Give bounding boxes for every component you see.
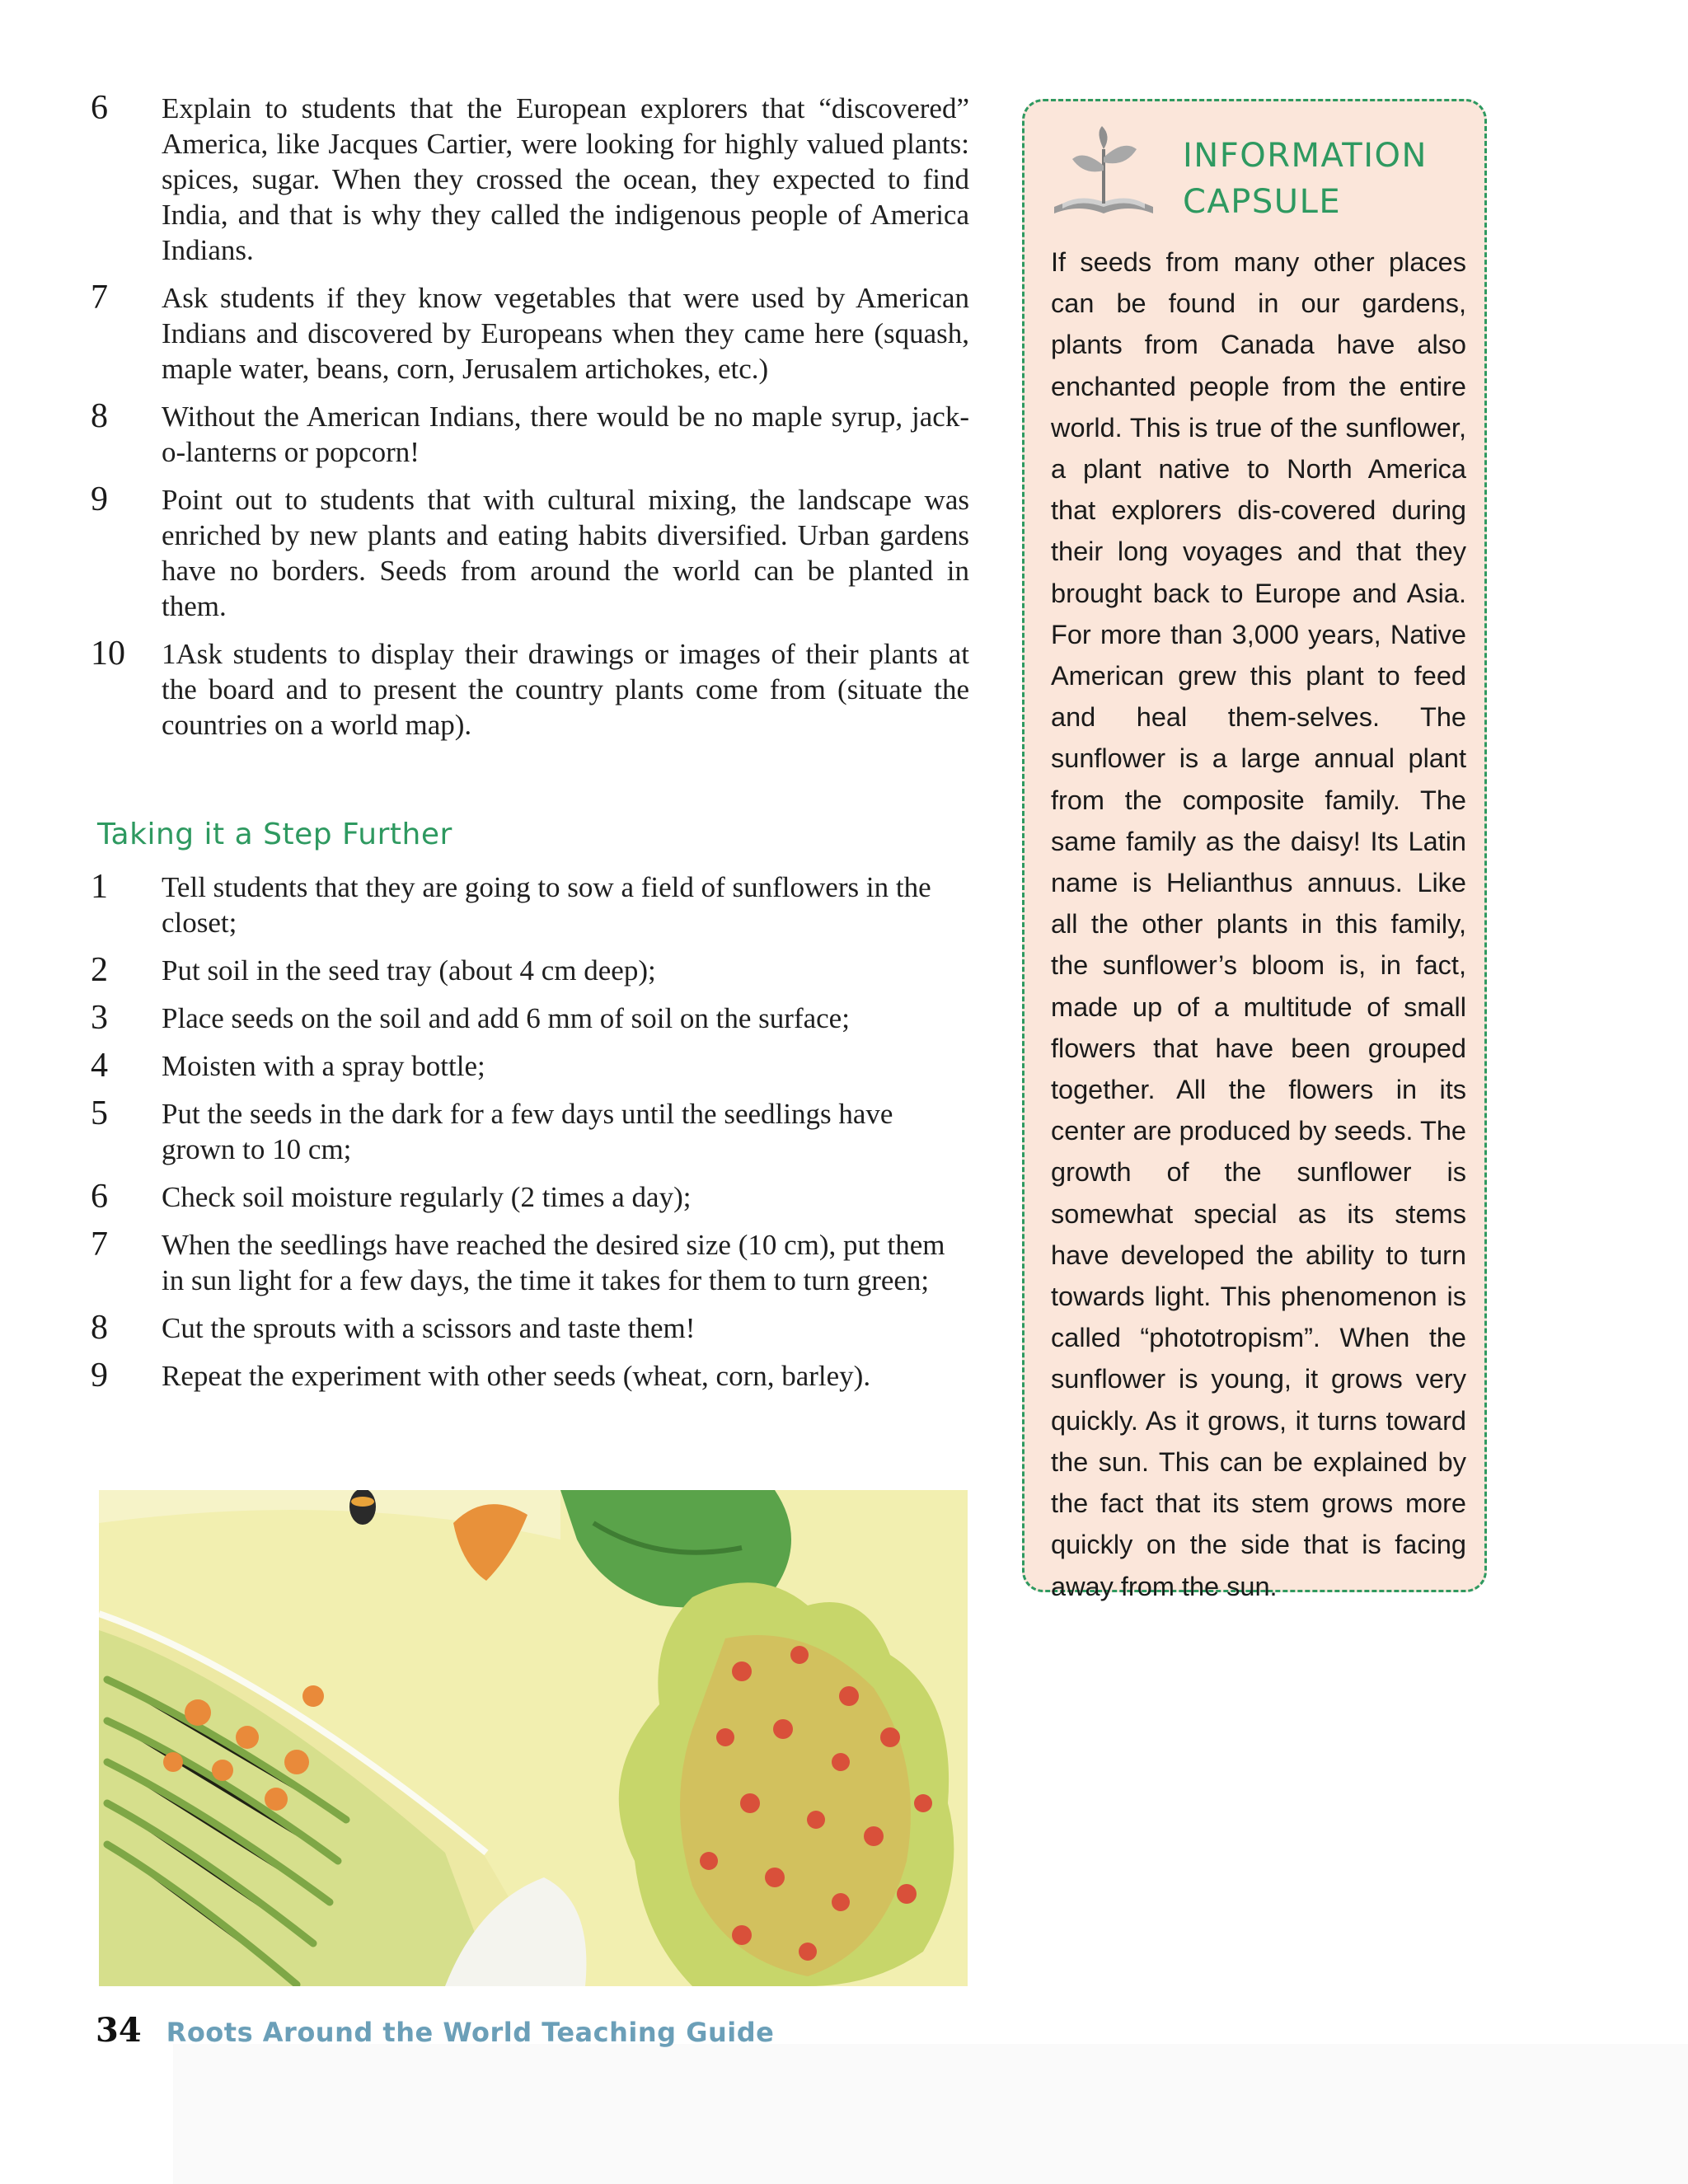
- step-text: Tell students that they are going to sow a field of sunflowers in the closet;: [162, 871, 931, 939]
- step-text: Explain to students that the European explorers that “discovered” America, like Jacques Cartier, were looking for highly valued plants: spices, sugar. When they crossed the ocean, they expected to find India, and that is why they called the indigenous people of America Indians.: [162, 92, 969, 266]
- guide-title: Roots Around the World Teaching Guide: [166, 2017, 775, 2048]
- further-step: [91, 1310, 969, 1346]
- capsule-text: If seeds from many other places can be found in our gardens, plants from Canada have also enchanted people from the entire world. This is true of the sunflower, a plant native to North America that explorers dis-covered during their long voyages and that they brought back to Europe and Asia. For more than 3,000 years, Native American grew this plant to feed and heal them-selves. The sunflower is a large annual plant from the composite family. The same family as the daisy! Its Latin name is Helianthus annuus. Like all the other plants in this family, the sunflower’s bloom is, in fact, made up of a multitude of small flowers that have been grouped together. All the flowers in its center are produced by seeds. The growth of the sunflower is somewhat special as its stems have developed the ability to turn towards light. This phenomenon is called “phototropism”. When the sunflower is young, it grows very quickly. As it grows, it turns toward the sun. This can be explained by the fact that its stem grows more quickly on the side that is facing away from the sun.: [1051, 247, 1466, 1601]
- further-step: [91, 1227, 969, 1298]
- step-text: Put the seeds in the dark for a few days until the seedlings have grown to 10 cm;: [162, 1098, 893, 1165]
- step-number: 7: [91, 1226, 108, 1263]
- step-text: 1Ask students to display their drawings or images of their plants at the board and to present the country plants come from (situate the countries on a world map).: [162, 638, 969, 741]
- capsule-title-line1: INFORMATION: [1183, 137, 1428, 175]
- step-number: 7: [91, 279, 108, 316]
- step-text: Moisten with a spray bottle;: [162, 1050, 485, 1082]
- activity-step: [91, 280, 969, 387]
- step-text: Repeat the experiment with other seeds (wheat, corn, barley).: [162, 1360, 871, 1392]
- page-background-panel: [173, 2044, 1688, 2184]
- page-number: 34: [96, 2011, 142, 2050]
- step-number: 4: [91, 1047, 108, 1085]
- capsule-title-line2: CAPSULE: [1183, 183, 1342, 221]
- further-step: [91, 1096, 969, 1167]
- step-text: Cut the sprouts with a scissors and taste them!: [162, 1312, 696, 1344]
- step-text: Place seeds on the soil and add 6 mm of soil on the surface;: [162, 1002, 850, 1034]
- further-step: [91, 869, 969, 940]
- activity-step: [91, 482, 969, 624]
- further-step: [91, 1048, 969, 1084]
- step-text: Check soil moisture regularly (2 times a day);: [162, 1181, 692, 1213]
- further-steps-list: [91, 869, 969, 1406]
- further-step: [91, 953, 969, 988]
- further-step: [91, 1001, 969, 1036]
- step-number: 6: [91, 89, 108, 127]
- step-number: 9: [91, 480, 108, 518]
- step-text: Put soil in the seed tray (about 4 cm deep);: [162, 954, 656, 987]
- step-number: 8: [91, 397, 108, 435]
- page-footer: [96, 2011, 774, 2050]
- step-number: 3: [91, 999, 108, 1037]
- information-capsule: [1022, 99, 1487, 1601]
- activity-step: [91, 636, 969, 743]
- step-text: Ask students if they know vegetables that were used by American Indians and discovered by Europeans when they came here (squash, maple water, beans, corn, Jerusalem artichokes, etc.): [162, 282, 969, 385]
- step-number: 6: [91, 1178, 108, 1216]
- step-number: 10: [91, 635, 125, 673]
- step-number: 5: [91, 1094, 108, 1132]
- capsule-title: [1183, 133, 1428, 225]
- further-step: [91, 1358, 969, 1394]
- step-text: Without the American Indians, there would be no maple syrup, jack-o-lanterns or popcorn!: [162, 401, 969, 468]
- book-sprout-icon: [1051, 124, 1156, 223]
- activity-step: [91, 399, 969, 470]
- activity-steps-list: [91, 91, 969, 755]
- step-text: Point out to students that with cultural mixing, the landscape was enriched by new plants and eating habits diversified. Urban gardens have no borders. Seeds from around the world can be planted in them.: [162, 484, 969, 622]
- step-number: 2: [91, 951, 108, 989]
- section-heading: Taking it a Step Further: [97, 818, 452, 851]
- step-text: When the seedlings have reached the desired size (10 cm), put them in sun light for a few days, the time it takes for them to turn green;: [162, 1229, 945, 1296]
- further-step: [91, 1179, 969, 1215]
- step-number: 9: [91, 1357, 108, 1394]
- activity-step: [91, 91, 969, 268]
- step-number: 8: [91, 1309, 108, 1347]
- step-number: 1: [91, 868, 108, 906]
- garden-illustration: [99, 1490, 968, 1986]
